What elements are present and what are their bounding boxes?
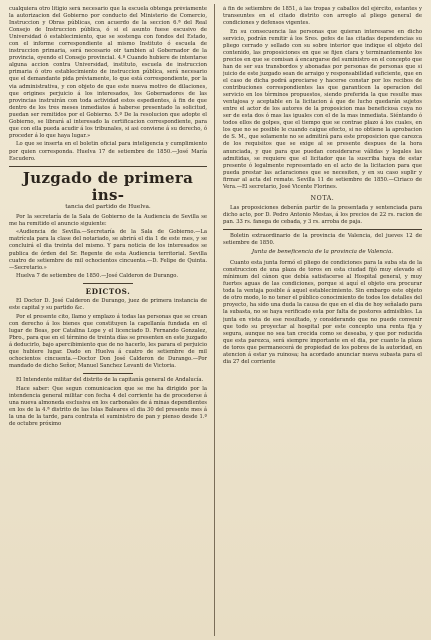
divider-rule — [223, 229, 422, 230]
paragraph: Cuanto esta junta formó el pliego de condiciones para la suba sta de la construccion de una plaza de toros en esta ciudad fijó muy elevado el mínimum del cánon que debía satisfacerse al Hospital general, y muy fuertes aguas de las condiciones, porque si aquí el objeto era procurar toda la ventaja posible á aquel establecimiento. Sin embargo este objeto de otro modo, lo no tener el público conocimiento de todos los detalles del proyecto, ha sido una duda la causa de que en el dia de hoy señalado para la subasta, no se haya verificado esta por falta de postores admisibles. La junta en vista de ese resultado, y considerando que no puede convenir que todo su proyectar al hospital por este concepto una renta fija y segura, aunque no sea tan crecida como se deseaba, y que por reducida que esta parezca, será siempre importante en el dia, por cuanto la plaza de toros que permanecerá de propiedad de los pobres de la autoridad, en atencion á estar ya ruinosa; ha acordado anunciar nueva subasta para el dia 27 del corriente — [223, 260, 422, 365]
section-heading-juzgado: Juzgado de primera ins- — [22, 168, 194, 204]
section-subheading: tancia del partido de Huelva. — [65, 203, 151, 210]
paragraph: Lo que se inserta en el boletin oficial para inteligencia y cumplimiento por quien corresponda. Huelva 17 de setiembre de 1850.—José María Escudero. — [9, 141, 207, 162]
paragraph: «Audiencia de Sevilla.—Secretaría de la Sala de Gobierno.—La matrícula para la clase del notariado, se abrirá el dia 1 de este mes, y se concluirá el dia treinta del mismo. Y para noticia de los interesados se publica de órden del Sr. Regente de esta Audiencia territorial. Sevilla cuatro de setiembre de mil ochocientos cincuenta.—D. Felipe de Quinta.—Secretario.» — [9, 229, 207, 271]
left-column — [9, 6, 207, 640]
paragraph: El Doctor D. José Calderon de Durango, juez de primera instancia de este capital y su partido &c. — [9, 298, 207, 312]
paragraph: El Intendente militar del distrito de la capitanía general de Andalucía. — [16, 377, 204, 384]
paragraph: cualquiera otro litigio será necesario que la escuela obtenga préviamente la autorizacion del Gobierno por conducto del Ministerio de Comercio, Instruccion y Obras públicas, con acuerdo de la seccion 6.ª del Real Consejo de Instruccion pública, ó si el asunto fuese escusivo de Universidad ó establecimiento, que se sostenga con fondos del Estado, con el informe correspondiente al mismo Instituto ó escuela de instruccion primaria, será necesario oir tambien al Gobernador de la provincia, oyendo el Consejo provincial. 4.º Cuando hubiere de intentarse alguna accion contra Universidad, instituto, escuela de instruccion primaria ó otro establecimiento de instruccion pública, será necesario que el demandante pida préviamente, lo que está correspondiente, por la via administrativa, y con objeto de que este nueva motivo de dilaciones, que origines perjuicio á los interesados, los Gobernadores de las provincias instruirán con toda actividad estos espedientes, á fin de que dentro de los tres meses inmediatos á haberse presentado la solicitud, puedan ser remitidos por el Gobierno. 5.º De la resolucion que adopte el Gobierno, se librará al interesado la certificacion correspondiente, para que con ella pueda acudir á los tribunales, si asi conviene á su derecho, ó proceder á lo que haya lugar.» — [9, 6, 207, 139]
right-column — [223, 6, 422, 640]
paragraph: Las proposiciones deberán partir de la presentada y sentenciada para dicho acto, por D. Pedro Antonio Mestas, á los precios de 22 rs. racion de pan. 33 rs. fanega de cebada, y 3 rs. arroba de paja. — [223, 204, 422, 225]
paragraph: Por la secretaría de la Sala de Gobierno de la Audiencia de Sevilla se me ha remitido el anuncio siguiente: — [9, 213, 207, 227]
section-heading-edictos: EDICTOS. — [85, 287, 131, 297]
column-divider — [214, 4, 215, 636]
section-heading-junta: Junta de beneficencia de la provincia de Valencia. — [251, 249, 394, 256]
paragraph: Hace saber: Que segun comunicacion que se me ha dirigido por la intendencia general militar con fecha 4 del corriente ha de procederse á una nueva almoneda esclusiva en los carbonales de á minas dependientes en los de la 4.ª distrito de las Islas Baleares el dia 30 del presente mes á la una de la tarde, para contrata el suministro de pan y pienso desde 1.º de octubre próximo — [9, 386, 207, 428]
paragraph: En su consecuencia las personas que quieran interesarse en dicho servicio, podrán remitir á los Sres. gefes de las citadas dependencias su pliego cerrado y sellado con su sobre interior que indique el objeto del contenido, las proposiciones en que se fijen clara y terminantemente los precios en que se comisan á encargarse del suministro en el concepto que han de ser sus transbordos y abonadas por personas de personas que si juicio de este juzgado sean de arraigo y responsabilidad suficiente, que en el caso de dicha podrá apreciarse y hacerse constar por los recibos de contribuciones correspondientes las que garanticen la operacion del servicio en los términos propuestos, siendo preferida la que resulte mas ventajosa y aceptable en la licitacion á que de lucho quedarán sujetos entre el actor de los autores de la proposicion mas beneficiosa cuya no ser de esta dos ó mas las iguales con el de la mas inmediata. Siéntando ó todos ellos de golpes, que el tiempo que se contrae plazo á los cuales, en los que no se posible le cuando caigue efecto, si no obtiene la aprobacion de S. M., que solamente no se admitirá para este proposicion que carezca de los requisitos que se exige al se presente despues de la hora anunciada, y que para que puedan considerarse válidas y legales las admitidas, se requiere que el licitador que la suscriba haya de estar presente ó legalmente representado en el acto de la licitacion para que pueda prestar las aclaraciones que se necesiten, y en su caso suplir y firmar al acta del remate. Sevilla 11 de setiembre de 1850.—Ciriaco de Vera.—El secretario, José Vicente Florines. — [223, 28, 422, 190]
section-heading-nota: NOTA. — [310, 194, 335, 202]
paragraph: Boletin extraordinario de la provincia de Valencia, del jueves 12 de setiembre de 1850. — [223, 233, 422, 247]
paragraph: Huelva 7 de setiembre de 1850.—José Calderon de Durango. — [16, 273, 178, 280]
divider-rule — [83, 373, 133, 374]
divider-rule — [83, 283, 133, 284]
paragraph: á fin de setiembre de 1851, á las tropas y caballos del ejército, estantes y transeuntes en el citado distrito con arreglo al pliego general de condiciones y defensos vigentes. — [223, 6, 422, 27]
divider-rule — [9, 166, 207, 167]
paragraph: Por el presente cito, llamo y emplazo á todas las personas que se crean con derecho á los bienes que constituyen la capellanía fundada en el lugar de Beas, por Catalina Lope y el licenciado D. Fernando Gonzalez, Pbro., para que en el término de treinta días se presenten en este juzgado á deducirlo, bajo apercibimiento que de no hacerlo, les parara el perjuicio que hubiere lugar. Dado en Huelva á cuatro de setiembre de mil ochocientos cincuenta.—Doctor Don José Calderon de Durango.—Por mandado de dicho Señor, Manuel Sanchez Levanti de Victoria. — [9, 314, 207, 370]
